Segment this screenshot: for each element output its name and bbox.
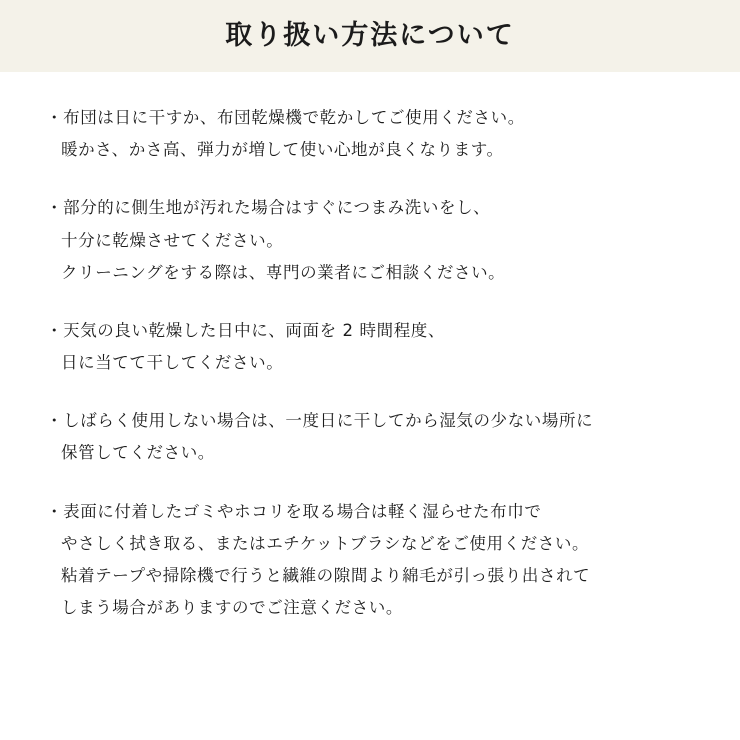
list-item xyxy=(46,315,694,379)
bullet-marker: ・ xyxy=(46,198,64,218)
list-item-line xyxy=(46,315,694,347)
list-item-text: 表面に付着したゴミやホコリを取る場合は軽く湿らせた布巾で xyxy=(63,501,542,521)
list-item xyxy=(46,405,694,469)
bullet-marker: ・ xyxy=(46,411,64,431)
list-item-lines xyxy=(46,496,694,625)
list-item-line xyxy=(46,496,694,528)
list-item-line xyxy=(46,192,694,224)
list-item xyxy=(46,102,694,166)
list-item-text: 部分的に側生地が汚れた場合はすぐにつまみ洗いをし、 xyxy=(63,198,491,218)
list-item-text: しばらく使用しない場合は、一度日に干してから湿気の少ない場所に xyxy=(63,411,594,431)
list-item-line: 保管してください。 xyxy=(61,443,215,463)
list-item xyxy=(46,496,694,625)
list-item-line: クリーニングをする際は、専門の業者にご相談ください。 xyxy=(61,262,506,282)
bullet-marker: ・ xyxy=(46,108,64,127)
list-item-lines xyxy=(46,315,694,379)
list-item-line xyxy=(46,102,694,134)
list-item-lines xyxy=(46,102,694,166)
page-header xyxy=(0,0,740,72)
list-item-line: 日に当てて干してください。 xyxy=(61,353,284,373)
list-item-lines xyxy=(46,192,694,289)
list-item-line: 粘着テープや掃除機で行うと繊維の隙間より綿毛が引っ張り出されて xyxy=(61,565,591,585)
page-title: 取り扱い方法について xyxy=(225,19,515,51)
list-item-line: 暖かさ、かさ高、弾力が増して使い心地が良くなります。 xyxy=(61,140,504,160)
bullet-marker: ・ xyxy=(46,320,64,340)
instructions-list xyxy=(0,72,740,624)
list-item-line: 十分に乾燥させてください。 xyxy=(61,230,284,250)
list-item-line: しまう場合がありますのでご注意ください。 xyxy=(61,598,403,618)
list-item-line xyxy=(46,405,694,437)
list-item xyxy=(46,192,694,289)
list-item-text: 天気の良い乾燥した日中に、両面を 2 時間程度、 xyxy=(63,320,445,340)
list-item-lines xyxy=(46,405,694,469)
list-item-text: 布団は日に干すか、布団乾燥機で乾かしてご使用ください。 xyxy=(63,108,525,127)
list-item-line: やさしく拭き取る、またはエチケットブラシなどをご使用ください。 xyxy=(61,533,590,553)
bullet-marker: ・ xyxy=(46,501,64,521)
